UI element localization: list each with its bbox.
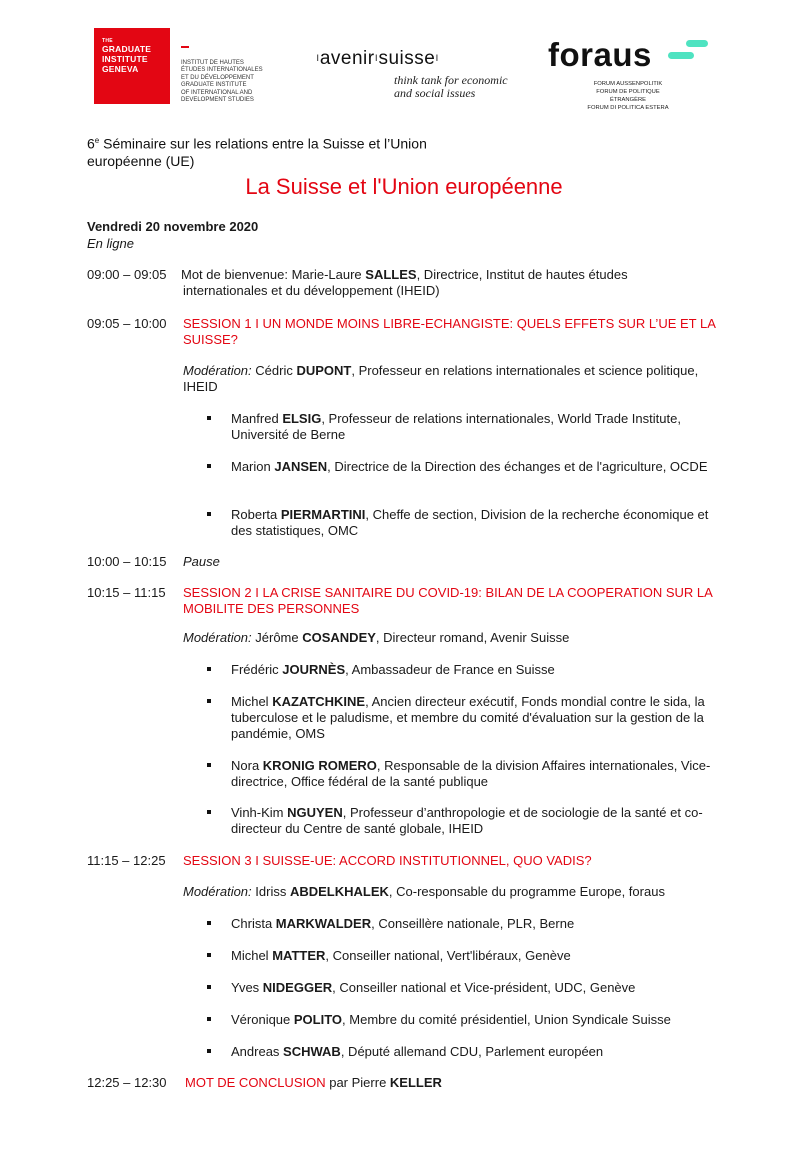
speaker-role: , Conseiller national et Vice-président, UDC, Genève (332, 980, 636, 995)
speaker-role: , Ancien directeur exécutif, Fonds mondial contre le sida, la tuberculose et le paludisme, et membre du comité d'évaluation sur la gestion de la pandémie, OMS (231, 694, 705, 741)
moderator-first: Cédric (251, 363, 297, 378)
page-title: La Suisse et l'Union européenne (245, 174, 563, 199)
speaker-role: , Responsable de la division Affaires internationales, Vice-directrice, Office fédéral de la santé publique (231, 758, 711, 789)
speaker-first: Véronique (231, 1012, 294, 1027)
gi-text-line: GRADUATE INSTITUTE (181, 82, 247, 89)
moderator-name: ABDELKHALEK (289, 884, 389, 899)
bullet-icon (207, 699, 211, 703)
session-title: SESSION 2 I LA CRISE SANITAIRE DU COVID-19: BILAN DE LA COOPERATION SUR LA MOBILITE DES PERSONNES (183, 585, 713, 616)
header-logos (0, 0, 808, 120)
moderator-first: Jérôme (251, 630, 303, 645)
closing-by: par Pierre (325, 1075, 390, 1090)
moderator-name: DUPONT (296, 363, 352, 378)
avenir-tagline (394, 74, 508, 100)
welcome-speaker-name: SALLES (365, 267, 417, 282)
event-date: Vendredi 20 novembre 2020 (87, 219, 259, 234)
moderation (183, 630, 728, 646)
moderator-role: , Directeur romand, Avenir Suisse (375, 630, 570, 645)
closing-title: MOT DE CONCLUSION (185, 1075, 326, 1090)
speaker-name: ELSIG (282, 411, 322, 426)
gi-logo-line: INSTITUTE (102, 54, 148, 64)
closing-desc (185, 1075, 727, 1091)
speaker-text (231, 1012, 723, 1028)
speaker-name: POLITO (293, 1012, 343, 1027)
speaker-first: Andreas (231, 1044, 284, 1059)
speaker-first: Frédéric (231, 662, 283, 677)
time-slot: 09:05 – 10:00 (87, 316, 167, 331)
time-slot: 10:00 – 10:15 (87, 554, 167, 569)
speaker-first: Roberta (231, 507, 281, 522)
time-slot: 12:25 – 12:30 (87, 1075, 167, 1090)
speaker-first: Michel (231, 948, 273, 963)
speaker-first: Yves (231, 980, 263, 995)
speaker-name: NIDEGGER (262, 980, 333, 995)
bullet-icon (207, 810, 211, 814)
speaker-text (231, 980, 723, 996)
bullet-icon (207, 512, 211, 516)
speaker-text (231, 694, 723, 742)
graduate-institute-logo (94, 28, 170, 104)
bullet-icon (207, 921, 211, 925)
session-title: SESSION 1 I UN MONDE MOINS LIBRE-ECHANGISTE: QUELS EFFETS SUR L’UE ET LA SUISSE? (183, 316, 716, 347)
moderator-first: Idriss (251, 884, 290, 899)
bullet-icon (207, 667, 211, 671)
seminar-line2: européenne (UE) (87, 152, 195, 169)
speaker-text (231, 758, 723, 790)
gi-logo-the: THE (102, 38, 113, 44)
foraus-subtitle (578, 80, 678, 112)
gi-text-line: ÉTUDES INTERNATIONALES (181, 67, 263, 74)
speaker-text (231, 805, 723, 837)
foraus-line: FORUM DE POLITIQUE ÉTRANGÈRE (596, 89, 660, 103)
speaker-text (231, 662, 723, 678)
bullet-icon (207, 953, 211, 957)
speaker-text (231, 459, 723, 475)
speaker-first: Marion (231, 459, 275, 474)
bullet-icon (207, 985, 211, 989)
speaker-role: , Directrice de la Direction des échanges et de l'agriculture, OCDE (327, 459, 708, 474)
moderation-label: Modération: (183, 363, 252, 378)
bullet-icon (207, 763, 211, 767)
moderation-label: Modération: (183, 884, 252, 899)
speaker-role: , Professeur d’anthropologie et de sociologie de la santé et co-directeur du Centre de santé globale, IHEID (231, 805, 703, 836)
closing-speaker-name: KELLER (389, 1075, 442, 1090)
gi-logo-line: GRADUATE (102, 44, 152, 54)
moderator-role: , Co-responsable du programme Europe, foraus (388, 884, 665, 899)
speaker-first: Vinh-Kim (231, 805, 288, 820)
speaker-name: MARKWALDER (275, 916, 372, 931)
welcome-line2: internationales et du développement (IHEID) (183, 283, 440, 298)
speaker-first: Christa (231, 916, 276, 931)
gi-text-line: ET DU DÉVELOPPEMENT (181, 74, 254, 81)
moderator-name: COSANDEY (302, 630, 376, 645)
time-slot: 11:15 – 12:25 (87, 853, 166, 868)
speaker-name: JOURNÈS (282, 662, 346, 677)
speaker-role: , Cheffe de section, Division de la recherche économique et des statistiques, OMC (231, 507, 709, 538)
foraus-line: FORUM AUSSENPOLITIK (593, 81, 663, 87)
welcome-pre: Mot de bienvenue: Marie-Laure (181, 267, 366, 282)
speaker-role: , Conseiller national, Vert'libéraux, Genève (325, 948, 571, 963)
gi-logo-line: GENEVA (102, 64, 139, 74)
time-slot: 09:00 – 09:05 (87, 267, 167, 282)
speaker-name: JANSEN (274, 459, 328, 474)
speaker-role: , Conseillère nationale, PLR, Berne (371, 916, 575, 931)
speaker-text (231, 507, 723, 539)
moderation (183, 363, 728, 395)
speaker-name: SCHWAB (283, 1044, 341, 1059)
bullet-icon (207, 1017, 211, 1021)
welcome-desc (181, 267, 723, 299)
foraus-logo: foraus (548, 36, 652, 73)
speaker-first: Manfred (231, 411, 283, 426)
time-slot: 10:15 – 11:15 (87, 585, 166, 600)
bullet-icon (207, 464, 211, 468)
speaker-first: Nora (231, 758, 263, 773)
speaker-name: MATTER (272, 948, 326, 963)
avenir-tagline-line: and social issues (394, 86, 476, 100)
speaker-role: , Professeur de relations internationales, World Trade Institute, Université de Berne (231, 411, 681, 442)
avenir-name-left: avenir (319, 48, 375, 69)
speaker-role: , Ambassadeur de France en Suisse (345, 662, 555, 677)
foraus-accent-dash (686, 40, 708, 47)
speaker-text (231, 948, 723, 964)
gi-logo-text (181, 60, 263, 104)
speaker-text (231, 411, 723, 443)
pause-label: Pause (183, 554, 220, 569)
moderation-label: Modération: (183, 630, 252, 645)
moderator-role: , Professeur en relations internationales et science politique, IHEID (183, 363, 699, 394)
seminar-line1: Séminaire sur les relations entre la Suisse et l’Union (99, 135, 427, 152)
bullet-icon (207, 1049, 211, 1053)
foraus-accent-dash (668, 52, 694, 59)
welcome-post: , Directrice, Institut de hautes études (416, 267, 628, 282)
gi-red-dash (181, 46, 189, 48)
avenir-tagline-line: think tank for economic (394, 73, 508, 87)
gi-text-line: OF INTERNATIONAL AND (181, 89, 253, 96)
speaker-name: NGUYEN (287, 805, 343, 820)
speaker-name: PIERMARTINI (280, 507, 366, 522)
seminar-sup: e (94, 136, 100, 145)
speaker-name: KRONIG ROMERO (262, 758, 377, 773)
session-title: SESSION 3 I SUISSE-UE: ACCORD INSTITUTIONNEL, QUO VADIS? (183, 853, 592, 868)
avenir-name-right: suisse (378, 48, 436, 69)
bullet-icon (207, 416, 211, 420)
moderation (183, 884, 728, 900)
speaker-text (231, 1044, 723, 1060)
speaker-role: , Député allemand CDU, Parlement européen (340, 1044, 604, 1059)
event-location: En ligne (87, 236, 134, 251)
avenir-suisse-logo: ıavenirısuisseı (316, 48, 440, 69)
gi-text-line: INSTITUT DE HAUTES (181, 60, 244, 66)
seminar-number: 6 (87, 135, 95, 152)
speaker-role: , Membre du comité présidentiel, Union Syndicale Suisse (342, 1012, 671, 1027)
gi-text-line: DEVELOPMENT STUDIES (181, 97, 254, 104)
speaker-first: Michel (231, 694, 273, 709)
foraus-line: FORUM DI POLITICA ESTERA (587, 105, 669, 111)
speaker-text (231, 916, 723, 932)
speaker-name: KAZATCHKINE (272, 694, 366, 709)
seminar-heading (87, 132, 487, 170)
